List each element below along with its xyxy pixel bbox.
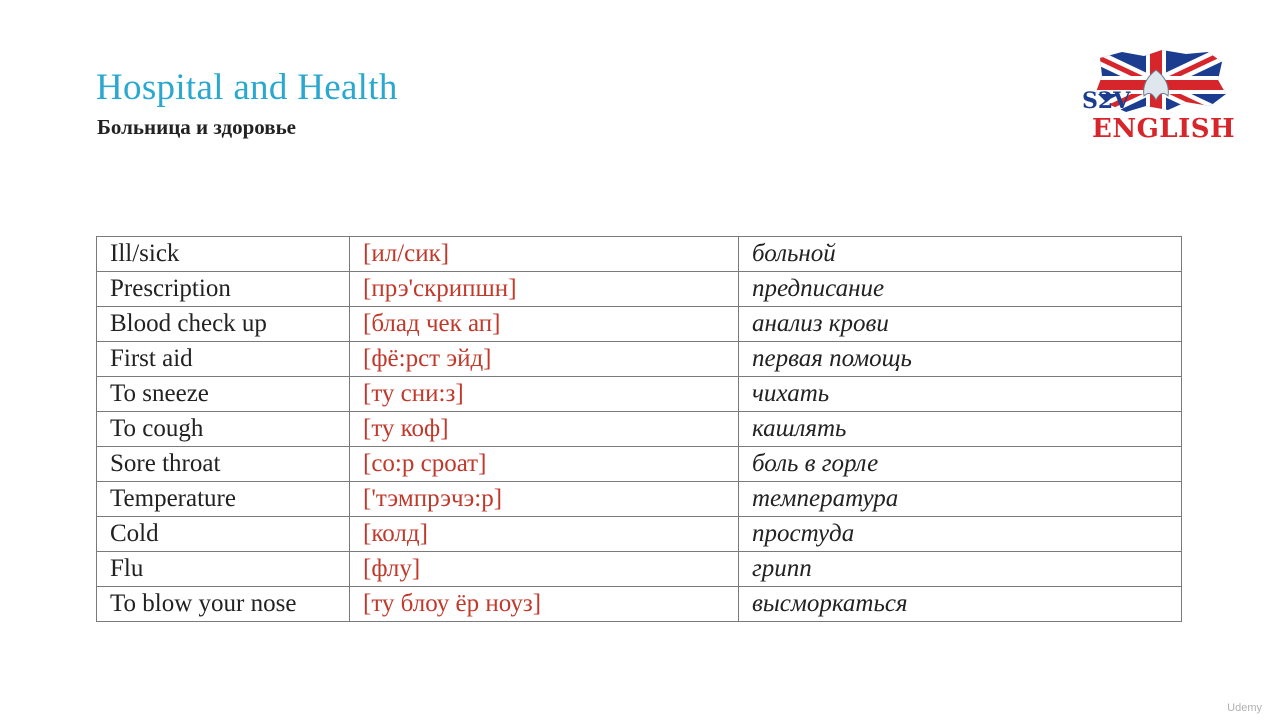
table-row <box>97 307 1182 342</box>
page-title: Hospital and Health <box>96 67 398 108</box>
table-row <box>97 517 1182 552</box>
s2v-english-logo <box>1082 50 1236 146</box>
table-row <box>97 412 1182 447</box>
russian-translation-cell: грипп <box>739 552 1182 587</box>
english-word-cell: Cold <box>97 517 350 552</box>
english-word-cell: Blood check up <box>97 307 350 342</box>
english-word-cell: Flu <box>97 552 350 587</box>
table-row <box>97 272 1182 307</box>
english-word-cell: First aid <box>97 342 350 377</box>
transcription-cell: [ту блоу ёр ноуз] <box>350 587 739 622</box>
transcription-cell: [прэ'скрипшн] <box>350 272 739 307</box>
english-word-cell: To sneeze <box>97 377 350 412</box>
russian-translation-cell: температура <box>739 482 1182 517</box>
logo-mark-text: S2V <box>1082 88 1131 114</box>
table-row <box>97 552 1182 587</box>
english-word-cell: Sore throat <box>97 447 350 482</box>
russian-translation-cell: простуда <box>739 517 1182 552</box>
table-row <box>97 342 1182 377</box>
russian-translation-cell: первая помощь <box>739 342 1182 377</box>
english-word-cell: Temperature <box>97 482 350 517</box>
table-row <box>97 237 1182 272</box>
russian-translation-cell: боль в горле <box>739 447 1182 482</box>
page-subtitle: Больница и здоровье <box>97 115 296 139</box>
transcription-cell: [ту коф] <box>350 412 739 447</box>
transcription-cell: [флу] <box>350 552 739 587</box>
transcription-cell: [со:р сроат] <box>350 447 739 482</box>
transcription-cell: [колд] <box>350 517 739 552</box>
transcription-cell: [ил/сик] <box>350 237 739 272</box>
english-word-cell: Prescription <box>97 272 350 307</box>
transcription-cell: [блад чек ап] <box>350 307 739 342</box>
russian-translation-cell: высморкаться <box>739 587 1182 622</box>
russian-translation-cell: предписание <box>739 272 1182 307</box>
english-word-cell: To blow your nose <box>97 587 350 622</box>
transcription-cell: [фё:рст эйд] <box>350 342 739 377</box>
transcription-cell: [ту сни:з] <box>350 377 739 412</box>
english-word-cell: To cough <box>97 412 350 447</box>
udemy-watermark: Udemy <box>1227 702 1262 714</box>
transcription-cell: ['тэмпрэчэ:р] <box>350 482 739 517</box>
logo-brand-text: ENGLISH <box>1092 114 1236 144</box>
english-word-cell: Ill/sick <box>97 237 350 272</box>
russian-translation-cell: анализ крови <box>739 307 1182 342</box>
russian-translation-cell: чихать <box>739 377 1182 412</box>
table-row <box>97 447 1182 482</box>
table-row <box>97 482 1182 517</box>
table-row <box>97 587 1182 622</box>
russian-translation-cell: больной <box>739 237 1182 272</box>
russian-translation-cell: кашлять <box>739 412 1182 447</box>
table-row <box>97 377 1182 412</box>
vocabulary-table <box>96 236 1182 622</box>
